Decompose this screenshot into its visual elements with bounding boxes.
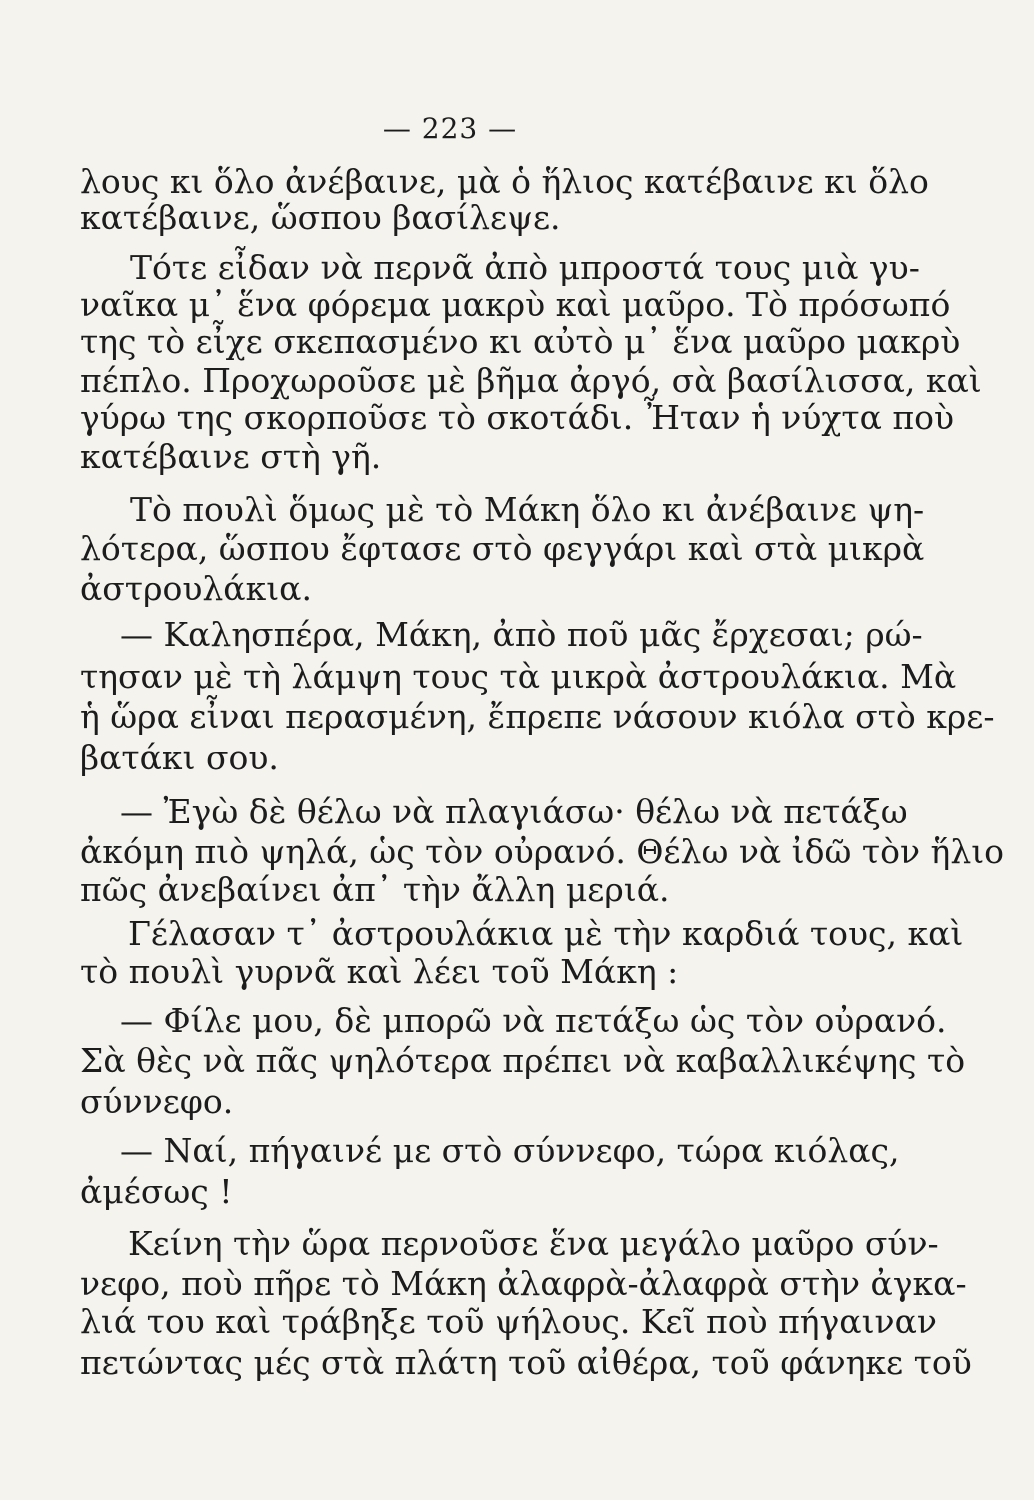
- text-line: νεφο, ποὺ πῆρε τὸ Μάκη ἀλαφρὰ-ἀλαφρὰ στὴν ἀγκα-: [80, 1264, 967, 1303]
- text-line: γύρω της σκορποῦσε τὸ σκοτάδι. Ἦταν ἡ νύχτα ποὺ: [80, 398, 955, 437]
- text-line: Τὸ πουλὶ ὅμως μὲ τὸ Μάκη ὅλο κι ἀνέβαινε ψη-: [130, 490, 925, 529]
- page-number: — 223 —: [382, 112, 518, 145]
- text-line: κατέβαινε, ὥσπου βασίλεψε.: [80, 198, 561, 237]
- text-line: — Φίλε μου, δὲ μπορῶ νὰ πετάξω ὡς τὸν οὐρανό.: [120, 1001, 947, 1040]
- text-line: πῶς ἀνεβαίνει ἀπ᾽ τὴν ἄλλη μεριά.: [80, 870, 670, 909]
- text-line: ἡ ὥρα εἶναι περασμένη, ἔπρεπε νάσουν κιόλα στὸ κρε-: [80, 697, 995, 736]
- text-line: Σὰ θὲς νὰ πᾶς ψηλότερα πρέπει νὰ καβαλλικέψης τὸ: [80, 1041, 966, 1080]
- text-line: πετώντας μές στὰ πλάτη τοῦ αἰθέρα, τοῦ φάνηκε τοῦ: [80, 1343, 972, 1382]
- text-line: λότερα, ὥσπου ἔφτασε στὸ φεγγάρι καὶ στὰ μικρὰ: [80, 529, 925, 568]
- text-line: της τὸ εἶχε σκεπασμένο κι αὐτὸ μ᾽ ἕνα μαῦρο μακρὺ: [80, 322, 961, 361]
- text-line: — Ναί, πήγαινέ με στὸ σύννεφο, τώρα κιόλας,: [120, 1131, 900, 1170]
- text-line: λιά του καὶ τράβηξε τοῦ ψήλους. Κεῖ ποὺ πήγαιναν: [80, 1302, 937, 1341]
- text-line: λους κι ὅλο ἀνέβαινε, μὰ ὁ ἥλιος κατέβαινε κι ὅλο: [80, 162, 929, 201]
- text-line: ἀκόμη πιὸ ψηλά, ὡς τὸν οὐρανό. Θέλω νὰ ἰδῶ τὸν ἥλιο: [80, 832, 1005, 871]
- text-line: — Καλησπέρα, Μάκη, ἀπὸ ποῦ μᾶς ἔρχεσαι; ρώ-: [120, 615, 923, 654]
- text-line: ναῖκα μ᾽ ἕνα φόρεμα μακρὺ καὶ μαῦρο. Τὸ πρόσωπό: [80, 285, 951, 324]
- text-line: ἀστρουλάκια.: [80, 569, 312, 608]
- text-line: πέπλο. Προχωροῦσε μὲ βῆμα ἀργό, σὰ βασίλισσα, καὶ: [80, 361, 982, 400]
- text-line: τὸ πουλὶ γυρνᾶ καὶ λέει τοῦ Μάκη :: [80, 952, 679, 991]
- text-line: — Ἐγὼ δὲ θέλω νὰ πλαγιάσω· θέλω νὰ πετάξω: [120, 792, 908, 831]
- text-line: τησαν μὲ τὴ λάμψη τους τὰ μικρὰ ἀστρουλάκια. Μὰ: [80, 657, 957, 696]
- text-line: ἀμέσως !: [80, 1172, 233, 1211]
- text-line: σύννεφο.: [80, 1082, 234, 1121]
- text-line: βατάκι σου.: [80, 738, 279, 777]
- text-line: Γέλασαν τ᾽ ἀστρουλάκια μὲ τὴν καρδιά τους, καὶ: [128, 914, 964, 953]
- text-line: Κείνη τὴν ὥρα περνοῦσε ἕνα μεγάλο μαῦρο σύν-: [128, 1224, 939, 1263]
- text-line: Τότε εἶδαν νὰ περνᾶ ἀπὸ μπροστά τους μιὰ γυ-: [130, 248, 920, 287]
- text-line: κατέβαινε στὴ γῆ.: [80, 437, 382, 476]
